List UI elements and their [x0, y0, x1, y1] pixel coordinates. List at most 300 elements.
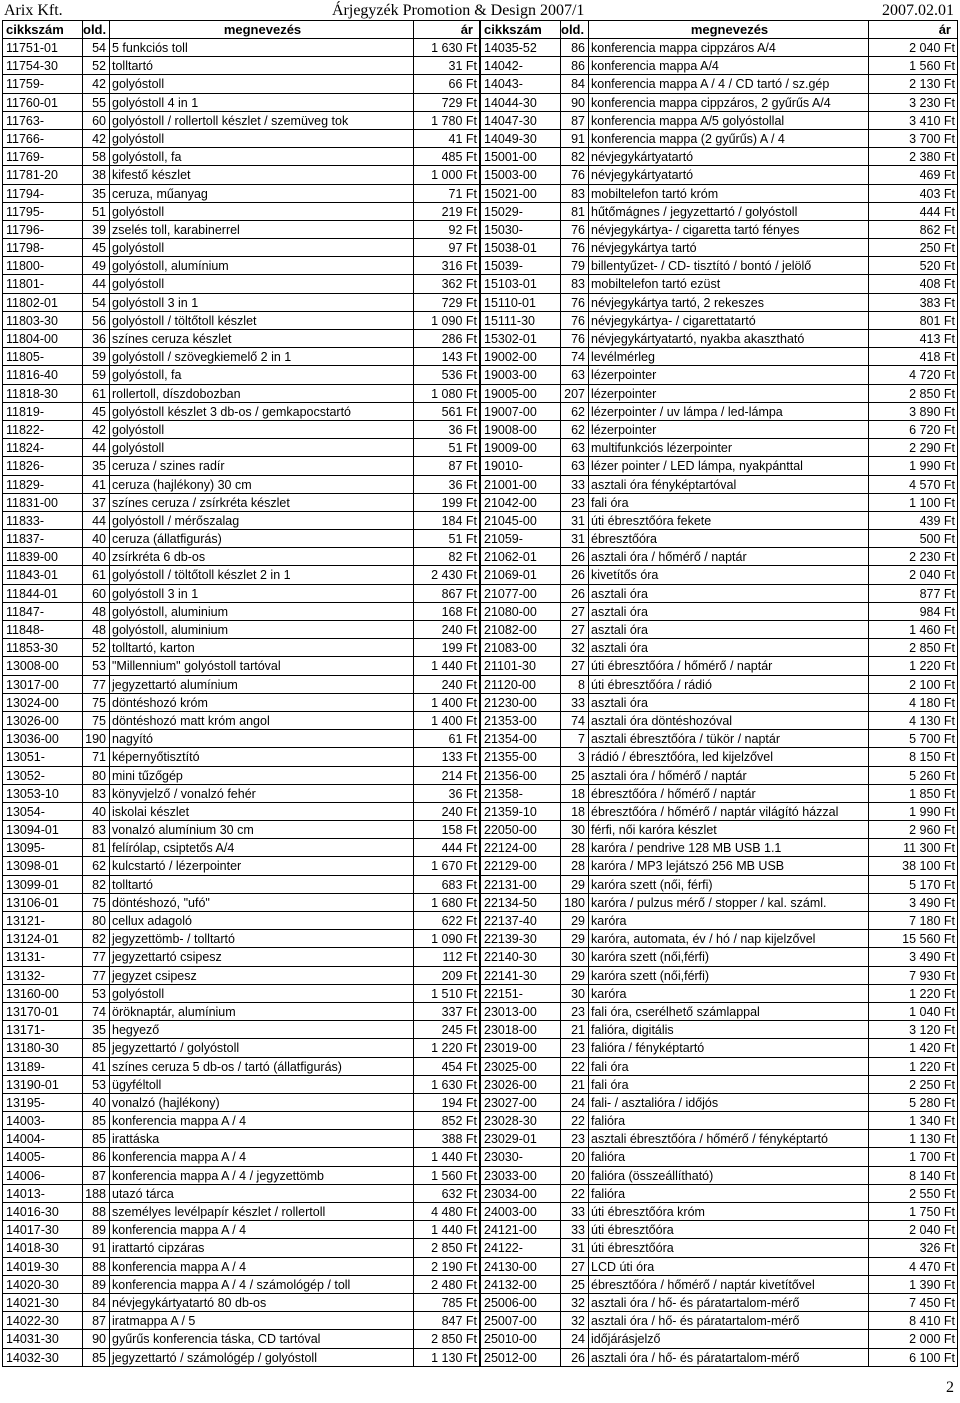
catalog-page: 54: [82, 39, 109, 56]
item-name: konferencia mappa A / 4 / jegyzettömb: [109, 1167, 413, 1184]
item-code: 22140-30: [480, 948, 560, 965]
catalog-page: 21: [560, 1021, 588, 1038]
table-row: [480, 1130, 958, 1148]
item-name: zsírkréta 6 db-os: [109, 548, 413, 565]
item-name: döntéshozó, "ufó": [109, 894, 413, 911]
item-price: 1 440 Ft: [413, 657, 480, 674]
item-code: 11826-: [2, 457, 82, 474]
item-code: 11802-01: [2, 294, 82, 311]
item-name: karóra / pulzus mérő / stopper / kal. száml.: [588, 894, 868, 911]
table-row: [2, 203, 480, 221]
item-code: 14005-: [2, 1148, 82, 1165]
item-price: 1 220 Ft: [868, 657, 958, 674]
item-name: asztali óra: [588, 603, 868, 620]
item-code: 11804-00: [2, 330, 82, 347]
table-row: [480, 1076, 958, 1094]
item-price: 6 720 Ft: [868, 421, 958, 438]
table-row: [480, 1021, 958, 1039]
item-name: lézerpointer / uv lámpa / led-lámpa: [588, 403, 868, 420]
item-code: 21358-: [480, 785, 560, 802]
table-row: [2, 239, 480, 257]
table-row: [480, 1203, 958, 1221]
item-name: lézerpointer: [588, 385, 868, 402]
table-row: [480, 403, 958, 421]
item-code: 11843-01: [2, 566, 82, 583]
table-row: [2, 730, 480, 748]
item-code: 11853-30: [2, 639, 82, 656]
item-code: 24130-00: [480, 1258, 560, 1275]
item-name: billentyűzet- / CD- tisztító / bontó / jelölő: [588, 257, 868, 274]
catalog-page: 62: [560, 421, 588, 438]
item-code: 25010-00: [480, 1330, 560, 1347]
item-code: 13132-: [2, 967, 82, 984]
table-row: [2, 312, 480, 330]
item-code: 11795-: [2, 203, 82, 220]
catalog-page: 81: [82, 839, 109, 856]
item-price: 1 680 Ft: [413, 894, 480, 911]
item-code: 24122-: [480, 1239, 560, 1256]
item-name: névjegykártya tartó: [588, 239, 868, 256]
table-row: [480, 876, 958, 894]
catalog-page: 60: [82, 585, 109, 602]
catalog-page: 188: [82, 1185, 109, 1202]
table-row: [480, 94, 958, 112]
item-price: 97 Ft: [413, 239, 480, 256]
item-code: 15003-00: [480, 166, 560, 183]
column-header-name: megnevezés: [109, 21, 413, 38]
item-name: asztali óra döntéshozóval: [588, 712, 868, 729]
item-code: 13026-00: [2, 712, 82, 729]
item-code: 25006-00: [480, 1294, 560, 1311]
item-name: névjegykártyatartó 80 db-os: [109, 1294, 413, 1311]
catalog-page: 74: [560, 348, 588, 365]
item-code: 11824-: [2, 439, 82, 456]
item-price: 418 Ft: [868, 348, 958, 365]
catalog-page: 48: [82, 621, 109, 638]
table-row: [480, 294, 958, 312]
catalog-page: 54: [82, 294, 109, 311]
catalog-page: 26: [560, 548, 588, 565]
catalog-page: 23: [560, 1130, 588, 1147]
item-price: 4 480 Ft: [413, 1203, 480, 1220]
table-row: [2, 148, 480, 166]
item-price: 3 230 Ft: [868, 94, 958, 111]
catalog-page: 83: [560, 275, 588, 292]
item-name: színes ceruza 5 db-os / tartó (állatfigurás): [109, 1058, 413, 1075]
catalog-page: 25: [560, 1276, 588, 1293]
table-row: [480, 566, 958, 584]
catalog-page: 75: [82, 712, 109, 729]
catalog-page: 31: [560, 512, 588, 529]
item-name: karóra / MP3 lejátszó 256 MB USB: [588, 857, 868, 874]
table-row: [2, 621, 480, 639]
catalog-page: 190: [82, 730, 109, 747]
item-price: 184 Ft: [413, 512, 480, 529]
catalog-page: 44: [82, 275, 109, 292]
catalog-page: 29: [560, 876, 588, 893]
item-name: iratmappa A / 5: [109, 1312, 413, 1329]
item-code: 14006-: [2, 1167, 82, 1184]
item-name: tolltartó, karton: [109, 639, 413, 656]
item-price: 41 Ft: [413, 130, 480, 147]
catalog-page: 61: [82, 566, 109, 583]
item-price: 3 120 Ft: [868, 1021, 958, 1038]
item-code: 13036-00: [2, 730, 82, 747]
catalog-page: 87: [82, 1312, 109, 1329]
item-code: 11819-: [2, 403, 82, 420]
item-code: 11822-: [2, 421, 82, 438]
item-price: 82 Ft: [413, 548, 480, 565]
item-name: asztali óra: [588, 621, 868, 638]
item-name: konferencia mappa A/4: [588, 57, 868, 74]
table-row: [480, 912, 958, 930]
item-price: 1 670 Ft: [413, 857, 480, 874]
table-row: [2, 1239, 480, 1257]
item-price: 2 550 Ft: [868, 1185, 958, 1202]
item-name: golyóstoll / szövegkiemelő 2 in 1: [109, 348, 413, 365]
table-row: [480, 967, 958, 985]
table-row: [2, 421, 480, 439]
catalog-page: 27: [560, 603, 588, 620]
catalog-page: 35: [82, 185, 109, 202]
item-price: 36 Ft: [413, 421, 480, 438]
catalog-page: 86: [82, 1148, 109, 1165]
catalog-page: 53: [82, 1076, 109, 1093]
item-name: úti ébresztőóra / hőmérő / naptár: [588, 657, 868, 674]
item-price: 4 180 Ft: [868, 694, 958, 711]
item-name: konferencia mappa A / 4: [109, 1148, 413, 1165]
catalog-page: 33: [560, 1203, 588, 1220]
item-code: 13008-00: [2, 657, 82, 674]
item-name: golyóstoll: [109, 421, 413, 438]
item-code: 23019-00: [480, 1039, 560, 1056]
item-price: 2 000 Ft: [868, 1330, 958, 1347]
catalog-page: 62: [560, 403, 588, 420]
item-name: öröknaptár, alumínium: [109, 1003, 413, 1020]
item-name: jegyzettartó csipesz: [109, 948, 413, 965]
item-price: 219 Ft: [413, 203, 480, 220]
table-row: [2, 967, 480, 985]
item-price: 862 Ft: [868, 221, 958, 238]
item-code: 19005-00: [480, 385, 560, 402]
item-code: 22124-00: [480, 839, 560, 856]
item-code: 13054-: [2, 803, 82, 820]
item-code: 11751-01: [2, 39, 82, 56]
catalog-page: 85: [82, 1130, 109, 1147]
item-name: konferencia mappa A / 4: [109, 1258, 413, 1275]
catalog-page: 30: [560, 821, 588, 838]
item-name: úti ébresztőóra króm: [588, 1203, 868, 1220]
item-code: 23030-: [480, 1148, 560, 1165]
catalog-page: 30: [560, 985, 588, 1002]
catalog-page: 35: [82, 457, 109, 474]
item-name: asztali ébresztőóra / tükör / naptár: [588, 730, 868, 747]
item-code: 11833-: [2, 512, 82, 529]
catalog-page: 83: [82, 821, 109, 838]
catalog-page: 63: [560, 457, 588, 474]
item-code: 14031-30: [2, 1330, 82, 1347]
item-code: 15039-: [480, 257, 560, 274]
item-code: 14022-30: [2, 1312, 82, 1329]
catalog-page: 53: [82, 985, 109, 1002]
catalog-page: 60: [82, 112, 109, 129]
item-name: konferencia mappa cippzáros, 2 gyűrűs A/4: [588, 94, 868, 111]
catalog-page: 18: [560, 803, 588, 820]
item-code: 14042-: [480, 57, 560, 74]
item-price: 632 Ft: [413, 1185, 480, 1202]
table-row: [480, 621, 958, 639]
table-row: [2, 748, 480, 766]
item-price: 561 Ft: [413, 403, 480, 420]
item-code: 19007-00: [480, 403, 560, 420]
item-price: 199 Ft: [413, 494, 480, 511]
table-row: [2, 112, 480, 130]
item-code: 19002-00: [480, 348, 560, 365]
item-name: úti ébresztőóra: [588, 1221, 868, 1238]
catalog-page: 87: [82, 1167, 109, 1184]
item-name: golyóstoll / töltőtoll készlet: [109, 312, 413, 329]
table-row: [480, 494, 958, 512]
catalog-page: 75: [82, 894, 109, 911]
item-code: 15029-: [480, 203, 560, 220]
item-code: 13190-01: [2, 1076, 82, 1093]
item-code: 15111-30: [480, 312, 560, 329]
item-code: 23029-01: [480, 1130, 560, 1147]
catalog-page: 91: [82, 1239, 109, 1256]
table-row: [480, 748, 958, 766]
item-price: 1 400 Ft: [413, 694, 480, 711]
item-code: 13051-: [2, 748, 82, 765]
item-name: karóra szett (női,férfi): [588, 967, 868, 984]
column-header-code: cikkszám: [480, 21, 560, 38]
item-code: 15001-00: [480, 148, 560, 165]
item-code: 24003-00: [480, 1203, 560, 1220]
item-code: 24121-00: [480, 1221, 560, 1238]
item-price: 8 150 Ft: [868, 748, 958, 765]
item-name: golyóstoll, aluminium: [109, 621, 413, 638]
item-price: 785 Ft: [413, 1294, 480, 1311]
catalog-page: 82: [82, 930, 109, 947]
catalog-page: 85: [82, 1349, 109, 1366]
item-name: jegyzettartó / számológép / golyóstoll: [109, 1349, 413, 1366]
item-price: 3 410 Ft: [868, 112, 958, 129]
table-row: [2, 821, 480, 839]
item-price: 3 490 Ft: [868, 894, 958, 911]
page-number: 2: [946, 1379, 954, 1396]
catalog-page: 76: [560, 330, 588, 347]
item-name: konferencia mappa A / 4 / számológép / toll: [109, 1276, 413, 1293]
item-price: 7 450 Ft: [868, 1294, 958, 1311]
item-name: fali óra: [588, 1076, 868, 1093]
item-price: 5 700 Ft: [868, 730, 958, 747]
catalog-page: 32: [560, 1312, 588, 1329]
item-price: 2 850 Ft: [413, 1330, 480, 1347]
item-name: gyűrűs konferencia táska, CD tartóval: [109, 1330, 413, 1347]
column-header-code: cikkszám: [2, 21, 82, 38]
item-name: ébresztőóra / hőmérő / naptár: [588, 785, 868, 802]
item-code: 15302-01: [480, 330, 560, 347]
item-code: 11818-30: [2, 385, 82, 402]
item-code: 13124-01: [2, 930, 82, 947]
catalog-page: 86: [560, 57, 588, 74]
item-code: 11847-: [2, 603, 82, 620]
item-price: 2 850 Ft: [413, 1239, 480, 1256]
item-name: zselés toll, karabinerrel: [109, 221, 413, 238]
catalog-page: 77: [82, 967, 109, 984]
item-price: 240 Ft: [413, 676, 480, 693]
catalog-page: 55: [82, 94, 109, 111]
item-price: 1 560 Ft: [868, 57, 958, 74]
item-name: színes ceruza készlet: [109, 330, 413, 347]
item-name: golyóstoll, fa: [109, 366, 413, 383]
catalog-page: 63: [560, 366, 588, 383]
catalog-page: 26: [560, 1349, 588, 1366]
item-name: kifestő készlet: [109, 166, 413, 183]
item-code: 15103-01: [480, 275, 560, 292]
item-code: 11796-: [2, 221, 82, 238]
item-code: 21001-00: [480, 476, 560, 493]
item-price: 214 Ft: [413, 767, 480, 784]
item-code: 14017-30: [2, 1221, 82, 1238]
catalog-page: 71: [82, 748, 109, 765]
item-name: tolltartó: [109, 57, 413, 74]
item-code: 21059-: [480, 530, 560, 547]
item-code: 11803-30: [2, 312, 82, 329]
table-row: [480, 803, 958, 821]
item-name: iskolai készlet: [109, 803, 413, 820]
catalog-page: 180: [560, 894, 588, 911]
item-code: 21069-01: [480, 566, 560, 583]
item-price: 5 280 Ft: [868, 1094, 958, 1111]
table-row: [480, 476, 958, 494]
item-name: névjegykártyatartó, nyakba akasztható: [588, 330, 868, 347]
table-row: [480, 1294, 958, 1312]
catalog-page: 7: [560, 730, 588, 747]
item-code: 14013-: [2, 1185, 82, 1202]
item-name: személyes levélpapír készlet / rollertoll: [109, 1203, 413, 1220]
item-price: 439 Ft: [868, 512, 958, 529]
table-row: [2, 130, 480, 148]
column-header-page: old.: [82, 21, 109, 38]
item-price: 36 Ft: [413, 476, 480, 493]
item-code: 22050-00: [480, 821, 560, 838]
item-price: 133 Ft: [413, 748, 480, 765]
catalog-page: 83: [560, 185, 588, 202]
table-row: [2, 894, 480, 912]
item-name: golyóstoll: [109, 439, 413, 456]
catalog-page: 33: [560, 694, 588, 711]
item-name: fali óra, cserélhető számlappal: [588, 1003, 868, 1020]
catalog-page: 80: [82, 767, 109, 784]
item-price: 1 440 Ft: [413, 1148, 480, 1165]
catalog-page: 31: [560, 530, 588, 547]
item-code: 13121-: [2, 912, 82, 929]
catalog-page: 33: [560, 476, 588, 493]
item-price: 2 430 Ft: [413, 566, 480, 583]
table-row: [2, 494, 480, 512]
table-row: [480, 639, 958, 657]
item-name: lézer pointer / LED lámpa, nyakpánttal: [588, 457, 868, 474]
item-code: 21354-00: [480, 730, 560, 747]
item-code: 21080-00: [480, 603, 560, 620]
table-header-row: [480, 20, 958, 39]
catalog-page: 89: [82, 1221, 109, 1238]
item-code: 14019-30: [2, 1258, 82, 1275]
item-code: 15021-00: [480, 185, 560, 202]
item-price: 444 Ft: [413, 839, 480, 856]
table-row: [2, 985, 480, 1003]
table-row: [2, 512, 480, 530]
table-row: [2, 1276, 480, 1294]
item-name: falióra, digitális: [588, 1021, 868, 1038]
catalog-page: 53: [82, 657, 109, 674]
catalog-page: 41: [82, 476, 109, 493]
catalog-page: 33: [560, 1221, 588, 1238]
item-name: golyóstoll / mérőszalag: [109, 512, 413, 529]
item-code: 24132-00: [480, 1276, 560, 1293]
item-code: 11805-: [2, 348, 82, 365]
item-code: 13095-: [2, 839, 82, 856]
item-name: hegyező: [109, 1021, 413, 1038]
catalog-page: 85: [82, 1112, 109, 1129]
table-row: [480, 894, 958, 912]
item-code: 19003-00: [480, 366, 560, 383]
item-name: konferencia mappa (2 gyűrűs) A / 4: [588, 130, 868, 147]
catalog-page: 52: [82, 57, 109, 74]
column-header-price: ár: [413, 21, 480, 38]
table-row: [2, 1039, 480, 1057]
table-row: [2, 657, 480, 675]
item-code: 22131-00: [480, 876, 560, 893]
table-row: [2, 403, 480, 421]
catalog-page: 29: [560, 912, 588, 929]
item-name: konferencia mappa A / 4: [109, 1112, 413, 1129]
catalog-page: 76: [560, 239, 588, 256]
item-name: névjegykártya- / cigaretta tartó fényes: [588, 221, 868, 238]
item-price: 158 Ft: [413, 821, 480, 838]
item-code: 11848-: [2, 621, 82, 638]
table-row: [480, 694, 958, 712]
table-row: [480, 930, 958, 948]
item-price: 209 Ft: [413, 967, 480, 984]
item-price: 3 700 Ft: [868, 130, 958, 147]
table-row: [480, 1094, 958, 1112]
table-row: [2, 39, 480, 57]
item-name: karóra / pendrive 128 MB USB 1.1: [588, 839, 868, 856]
item-name: férfi, női karóra készlet: [588, 821, 868, 838]
table-row: [480, 821, 958, 839]
table-row: [2, 712, 480, 730]
item-code: 23018-00: [480, 1021, 560, 1038]
item-price: 485 Ft: [413, 148, 480, 165]
item-price: 15 560 Ft: [868, 930, 958, 947]
item-name: lézerpointer: [588, 421, 868, 438]
item-name: fali óra: [588, 494, 868, 511]
item-code: 15038-01: [480, 239, 560, 256]
item-name: ébresztőóra / hőmérő / naptár kivetítővel: [588, 1276, 868, 1293]
item-name: asztali óra / hő- és páratartalom-mérő: [588, 1349, 868, 1366]
item-price: 852 Ft: [413, 1112, 480, 1129]
catalog-page: 61: [82, 385, 109, 402]
item-code: 21355-00: [480, 748, 560, 765]
item-name: konferencia mappa A / 4 / CD tartó / sz.gép: [588, 75, 868, 92]
item-name: golyóstoll készlet 3 db-os / gemkapocstartó: [109, 403, 413, 420]
item-name: mini tűzőgép: [109, 767, 413, 784]
catalog-page: 207: [560, 385, 588, 402]
item-code: 21353-00: [480, 712, 560, 729]
catalog-page: 74: [82, 1003, 109, 1020]
catalog-page: 56: [82, 312, 109, 329]
